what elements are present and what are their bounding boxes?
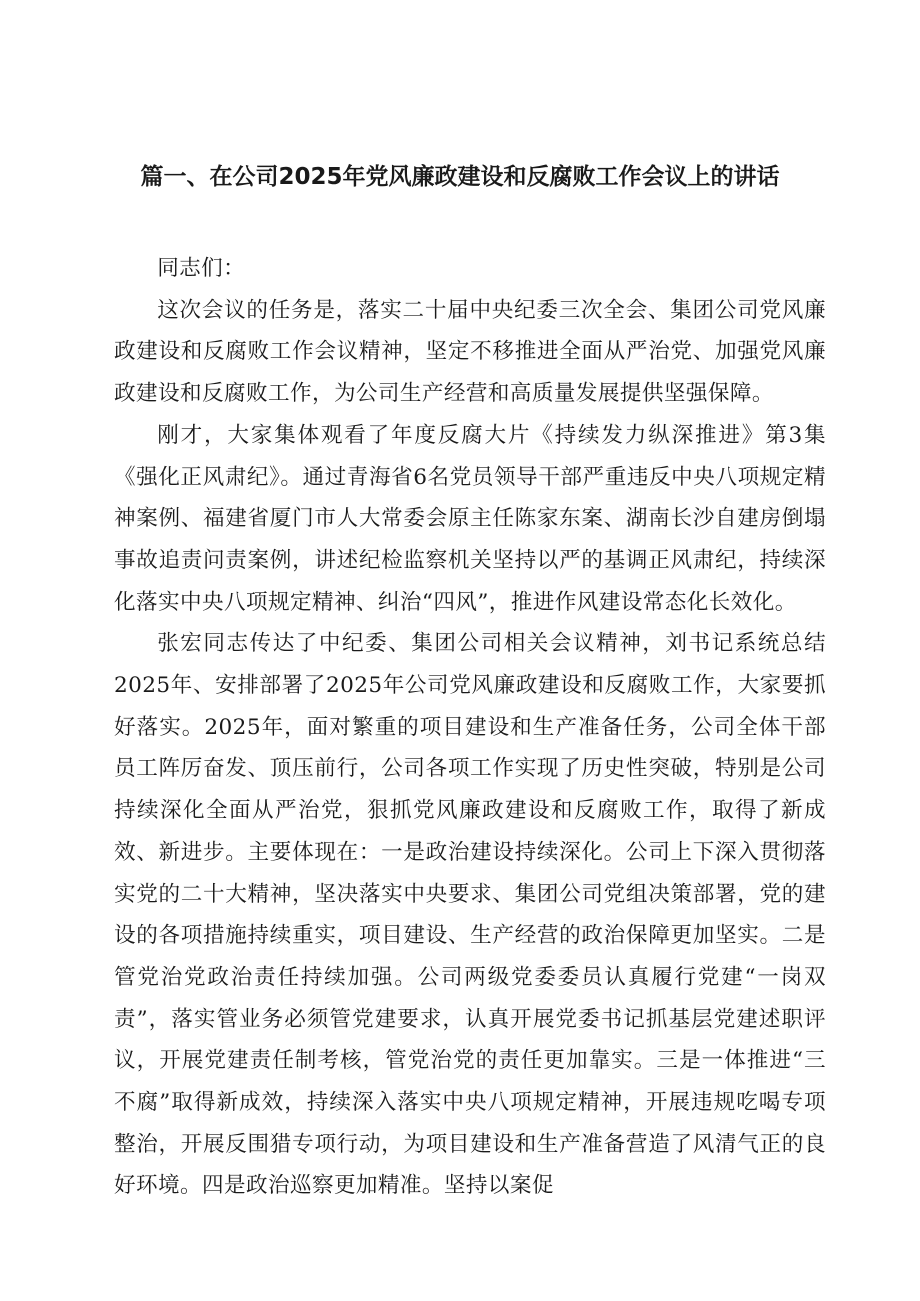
greeting: 同志们： [157,256,246,281]
document-body [114,248,826,1207]
document-title: 篇一、在公司2025年党风廉政建设和反腐败工作会议上的讲话 [140,164,780,190]
paragraph-1: 这次会议的任务是，落实二十届中央纪委三次全会、集团公司党风廉政建设和反腐败工作会议精神，坚定不移推进全面从严治党、加强党风廉政建设和反腐败工作，为公司生产经营和高质量发展提供坚强保障。 [114,297,826,407]
paragraph-3: 张宏同志传达了中纪委、集团公司相关会议精神，刘书记系统总结2025年、安排部署了2025年公司党风廉政建设和反腐败工作，大家要抓好落实。2025年，面对繁重的项目建设和生产准备任务，公司全体干部员工阵厉奋发、顶压前行，公司各项工作实现了历史性突破，特别是公司持续深化全面从严治党，狠抓党风廉政建设和反腐败工作，取得了新成效、新进步。主要体现在：一是政治建设持续深化。公司上下深入贯彻落实党的二十大精神，坚决落实中央要求、集团公司党组决策部署，党的建设的各项措施持续重实，项目建设、生产经营的政治保障更加坚实。二是管党治党政治责任持续加强。公司两级党委委员认真履行党建“一岗双责”，落实管业务必须管党建要求，认真开展党委书记抓基层党建述职评议，开展党建责任制考核，管党治党的责任更加靠实。三是一体推进“三不腐”取得新成效，持续深入落实中央八项规定精神，开展违规吃喝专项整治，开展反围猎专项行动，为项目建设和生产准备营造了风清气正的良好环境。四是政治巡察更加精准。坚持以案促 [114,631,826,1199]
paragraph-2: 刚才，大家集体观看了年度反腐大片《持续发力纵深推进》第3集《强化正风肃纪》。通过青海省6名党员领导干部严重违反中央八项规定精神案例、福建省厦门市人大常委会原主任陈家东案、湖南长沙自建房倒塌事故追责问责案例，讲述纪检监察机关坚持以严的基调正风肃纪，持续深化落实中央八项规定精神、纠治“四风”，推进作风建设常态化长效化。 [114,422,826,615]
